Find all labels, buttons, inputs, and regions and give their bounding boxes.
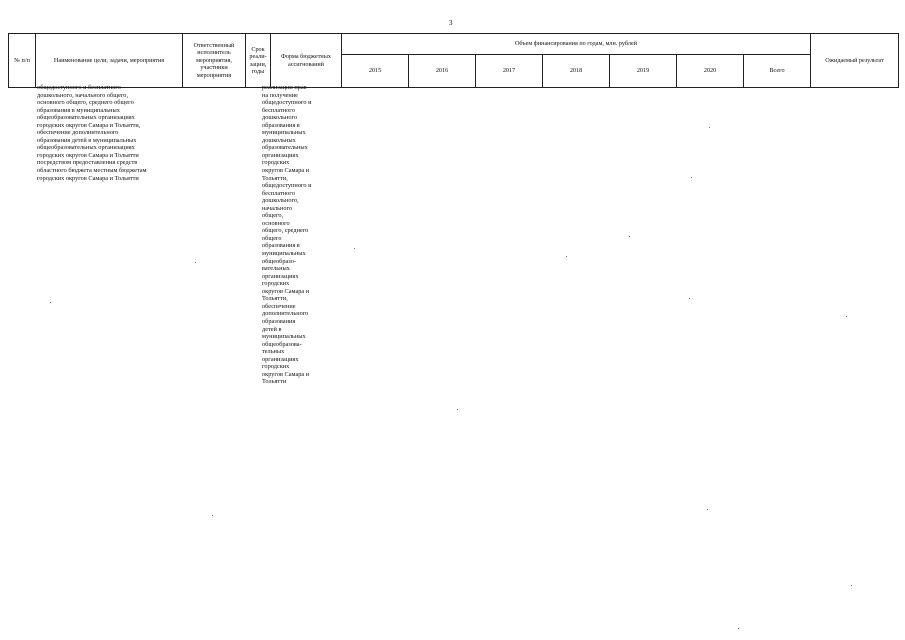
header-year-2015: 2015 <box>342 55 409 88</box>
header-term: Срок реали-зации, годы <box>246 34 271 88</box>
financing-table <box>8 33 899 88</box>
header-year-2020: 2020 <box>677 55 744 88</box>
budget-form-text: реализации прав на получение общедоступного и бесплатного дошкольного образования в муниципальных дошкольных образовательных организациях городских округов Самара и Тольятти, общедоступного и бесплатного дошкольного, начального общего, основного общего, среднего общего образования в муниципальных общеобразо- вательных организациях городских округов Самара и Тольятти, обеспечение дополнительного образования детей в муниципальных общеобразова- тельных организациях городских округов Самара и Тольятти <box>262 84 312 386</box>
header-result: Ожидаемый результат <box>811 34 899 88</box>
header-total: Всего <box>744 55 811 88</box>
header-goal: Наименование цели, задачи, мероприятия <box>36 34 183 88</box>
goal-description-text: общедоступного и бесплатного дошкольного, начального общего, основного общего, среднего общего образования в муниципальных общеобразовательных организациях городских округов Самара и Тольятти, обеспечение дополнительного образования детей в муниципальных общеобразовательных организациях городских округов Самара и Тольятти посредством предоставления средств областного бюджета местным бюджетам городских округов Самара и Тольятти <box>37 84 147 182</box>
header-year-2018: 2018 <box>543 55 610 88</box>
header-year-2019: 2019 <box>610 55 677 88</box>
header-funding: Объем финансирования по годам, млн. рублей <box>342 34 811 55</box>
header-executor: Ответственный исполнитель мероприятия, участники мероприятия <box>183 34 246 88</box>
header-year-2017: 2017 <box>476 55 543 88</box>
header-num: № п/п <box>9 34 36 88</box>
header-year-2016: 2016 <box>409 55 476 88</box>
page-number: 3 <box>449 19 453 27</box>
header-form: Форма бюджетных ассигнований <box>271 34 342 88</box>
